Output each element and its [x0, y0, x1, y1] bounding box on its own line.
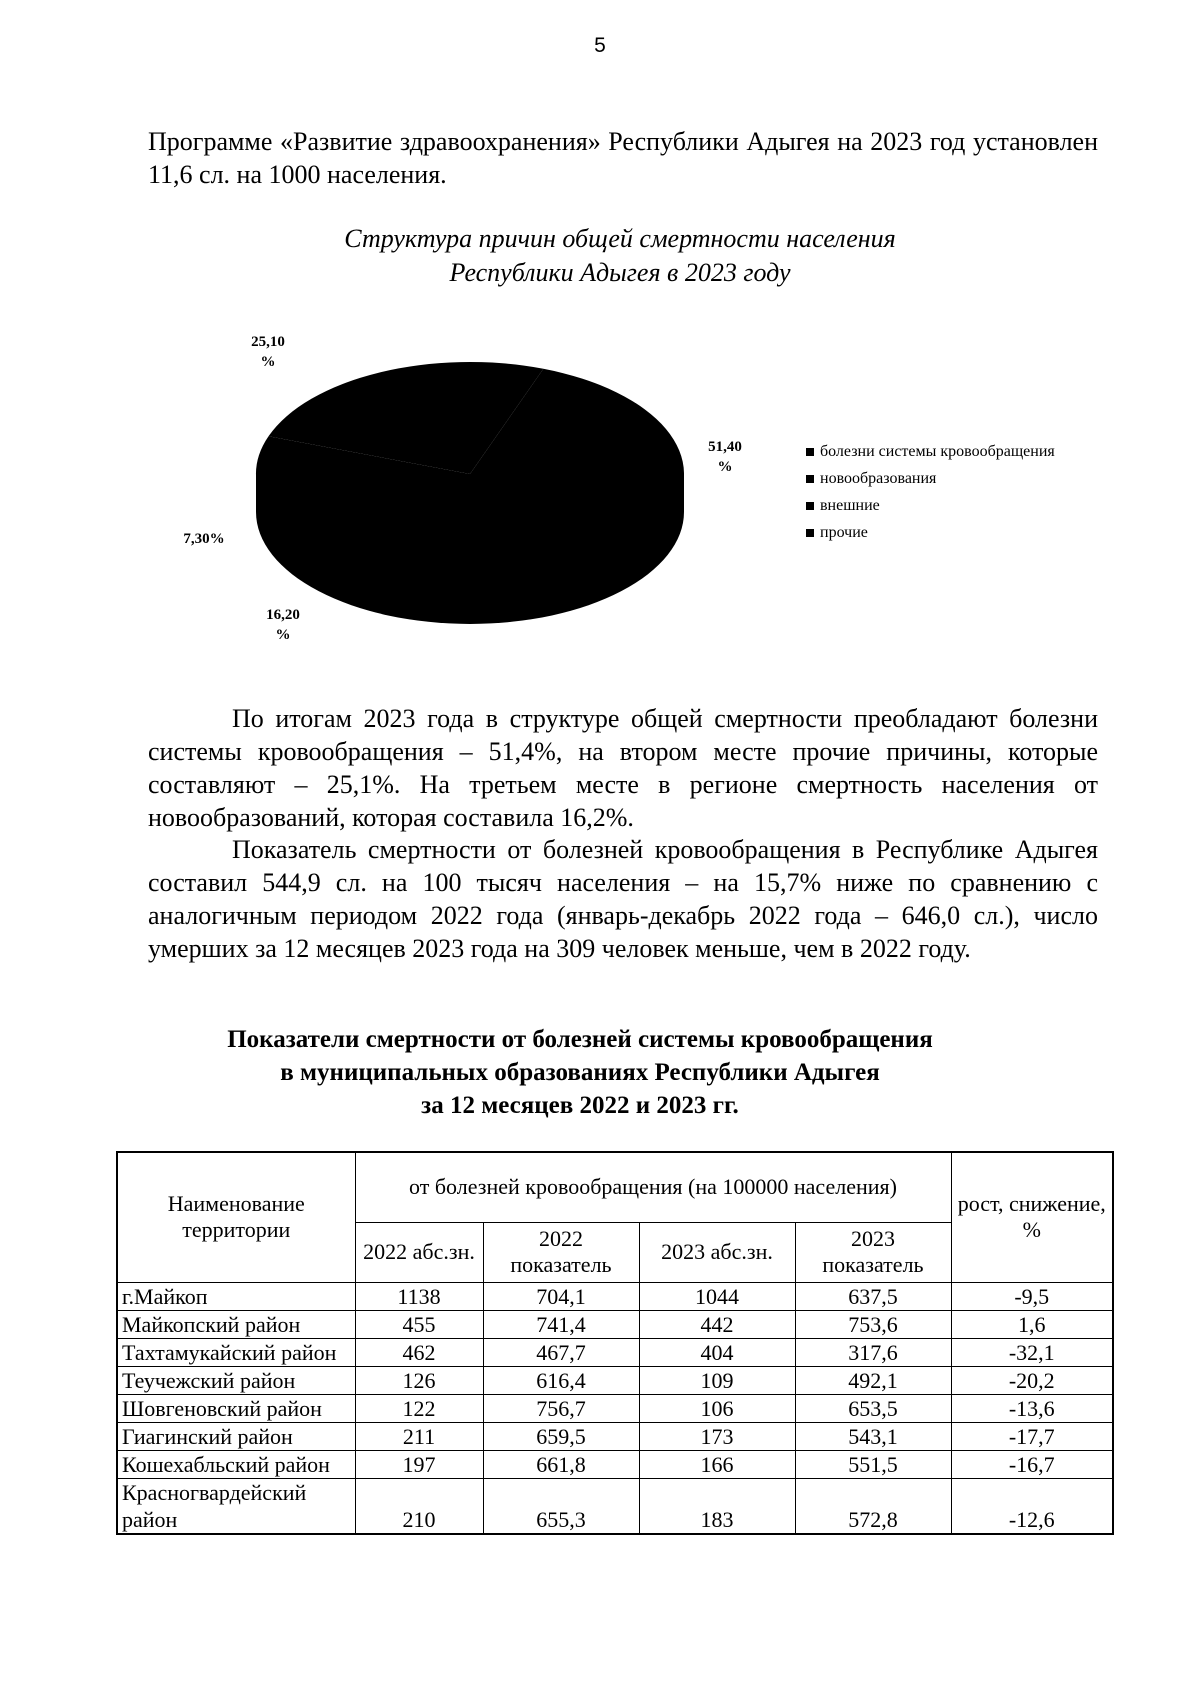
header-change: рост, снижение, %: [951, 1152, 1113, 1282]
chart-legend: [806, 438, 1055, 546]
cell-ind2023: 637,5: [795, 1282, 951, 1310]
header-group: от болезней кровообращения (на 100000 населения): [355, 1152, 951, 1222]
table-row: [117, 1394, 1113, 1422]
legend-label: новообразования: [820, 470, 937, 487]
table-row: [117, 1478, 1113, 1534]
subheader-ind-2023: 2023 показатель: [795, 1222, 951, 1282]
table-row: [117, 1366, 1113, 1394]
cell-abs2022: 455: [355, 1310, 483, 1338]
cell-abs2023: 173: [639, 1422, 795, 1450]
cell-ind2022: 467,7: [483, 1338, 639, 1366]
legend-swatch: [806, 448, 814, 456]
legend-label: внешние: [820, 497, 880, 514]
cell-change: 1,6: [951, 1310, 1113, 1338]
cell-ind2022: 704,1: [483, 1282, 639, 1310]
subheader-abs-2022: 2022 абс.зн.: [355, 1222, 483, 1282]
legend-swatch: [806, 529, 814, 537]
cell-ind2023: 317,6: [795, 1338, 951, 1366]
territory-name: Теучежский район: [117, 1366, 355, 1394]
cell-abs2023: 442: [639, 1310, 795, 1338]
territory-name: Кошехабльский район: [117, 1450, 355, 1478]
pie-label-prochie: 25,10 %: [251, 334, 285, 370]
table-body: [117, 1282, 1113, 1534]
legend-item: [806, 465, 1055, 492]
cell-abs2023: 183: [639, 1478, 795, 1534]
table-title-line-2: в муниципальных образованиях Республики Адыгея: [280, 1059, 880, 1086]
table-row: [117, 1282, 1113, 1310]
cell-abs2022: 197: [355, 1450, 483, 1478]
cell-ind2022: 659,5: [483, 1422, 639, 1450]
summary-paragraph: По итогам 2023 года в структуре общей смертности преобладают болезни системы кровообращения – 51,4%, на втором месте прочие причины, которые составляют – 25,1%. На третьем месте в регионе смертность населения от новообразований, которая составила 16,2%.: [148, 704, 1098, 832]
intro-paragraph: Программе «Развитие здравоохранения» Республики Адыгея на 2023 год установлен 11,6 сл. на 1000 населения.: [148, 127, 1098, 189]
pie-chart: [150, 320, 790, 660]
cell-abs2022: 462: [355, 1338, 483, 1366]
cell-abs2023: 1044: [639, 1282, 795, 1310]
cell-abs2022: 126: [355, 1366, 483, 1394]
cell-change: -13,6: [951, 1394, 1113, 1422]
cell-change: -32,1: [951, 1338, 1113, 1366]
table-title-line-1: Показатели смертности от болезней системы кровообращения: [227, 1026, 933, 1053]
table-row: [117, 1338, 1113, 1366]
table-row: [117, 1310, 1113, 1338]
cell-change: -20,2: [951, 1366, 1113, 1394]
indicator-paragraph: Показатель смертности от болезней кровообращения в Республике Адыгея составил 544,9 сл. на 100 тысяч населения – на 15,7% ниже по сравнению с аналогичным периодом 2022 года (январь-декабрь 2022 года – 646,0 сл.), число умерших за 12 месяцев 2023 года на 309 человек меньше, чем в 2022 году.: [148, 835, 1098, 963]
chart-title-line-1: Структура причин общей смертности населения: [344, 224, 896, 253]
cell-ind2022: 661,8: [483, 1450, 639, 1478]
cell-ind2023: 572,8: [795, 1478, 951, 1534]
cell-ind2023: 753,6: [795, 1310, 951, 1338]
legend-item: [806, 519, 1055, 546]
legend-item: [806, 492, 1055, 519]
cell-ind2023: 653,5: [795, 1394, 951, 1422]
cell-abs2023: 166: [639, 1450, 795, 1478]
cell-abs2022: 1138: [355, 1282, 483, 1310]
pie-label-novoobrazovaniya: 16,20 %: [266, 607, 300, 643]
table-row: [117, 1450, 1113, 1478]
territory-name: Шовгеновский район: [117, 1394, 355, 1422]
cell-ind2023: 543,1: [795, 1422, 951, 1450]
cell-ind2022: 756,7: [483, 1394, 639, 1422]
territory-name: г.Майкоп: [117, 1282, 355, 1310]
table-title: [0, 1023, 1160, 1122]
cell-abs2022: 210: [355, 1478, 483, 1534]
cell-change: -12,6: [951, 1478, 1113, 1534]
cell-change: -17,7: [951, 1422, 1113, 1450]
territory-name: Гиагинский район: [117, 1422, 355, 1450]
pie-label-krovoobrashcheniya: 51,40 %: [708, 439, 742, 475]
cell-ind2023: 492,1: [795, 1366, 951, 1394]
cell-ind2023: 551,5: [795, 1450, 951, 1478]
legend-swatch: [806, 502, 814, 510]
cell-abs2022: 122: [355, 1394, 483, 1422]
cell-abs2023: 109: [639, 1366, 795, 1394]
territory-name: Красногвардейский район: [117, 1478, 355, 1534]
cell-ind2022: 741,4: [483, 1310, 639, 1338]
territory-name: Тахтамукайский район: [117, 1338, 355, 1366]
chart-title: [0, 222, 1200, 290]
legend-swatch: [806, 475, 814, 483]
pie-body: [256, 362, 684, 624]
page-number: 5: [594, 34, 606, 57]
legend-label: прочие: [820, 524, 868, 541]
cell-abs2023: 106: [639, 1394, 795, 1422]
subheader-ind-2022: 2022 показатель: [483, 1222, 639, 1282]
mortality-table: [116, 1151, 1114, 1535]
cell-change: -9,5: [951, 1282, 1113, 1310]
subheader-abs-2023: 2023 абс.зн.: [639, 1222, 795, 1282]
pie-label-vneshnie: 7,30%: [183, 531, 225, 547]
territory-name: Майкопский район: [117, 1310, 355, 1338]
header-name: Наименование территории: [117, 1152, 355, 1282]
cell-change: -16,7: [951, 1450, 1113, 1478]
table-row: [117, 1422, 1113, 1450]
cell-ind2022: 616,4: [483, 1366, 639, 1394]
cell-abs2022: 211: [355, 1422, 483, 1450]
cell-ind2022: 655,3: [483, 1478, 639, 1534]
table-title-line-3: за 12 месяцев 2022 и 2023 гг.: [421, 1092, 739, 1119]
chart-title-line-2: Республики Адыгея в 2023 году: [449, 258, 791, 287]
cell-abs2023: 404: [639, 1338, 795, 1366]
legend-item: [806, 438, 1055, 465]
legend-label: болезни системы кровообращения: [820, 443, 1055, 460]
